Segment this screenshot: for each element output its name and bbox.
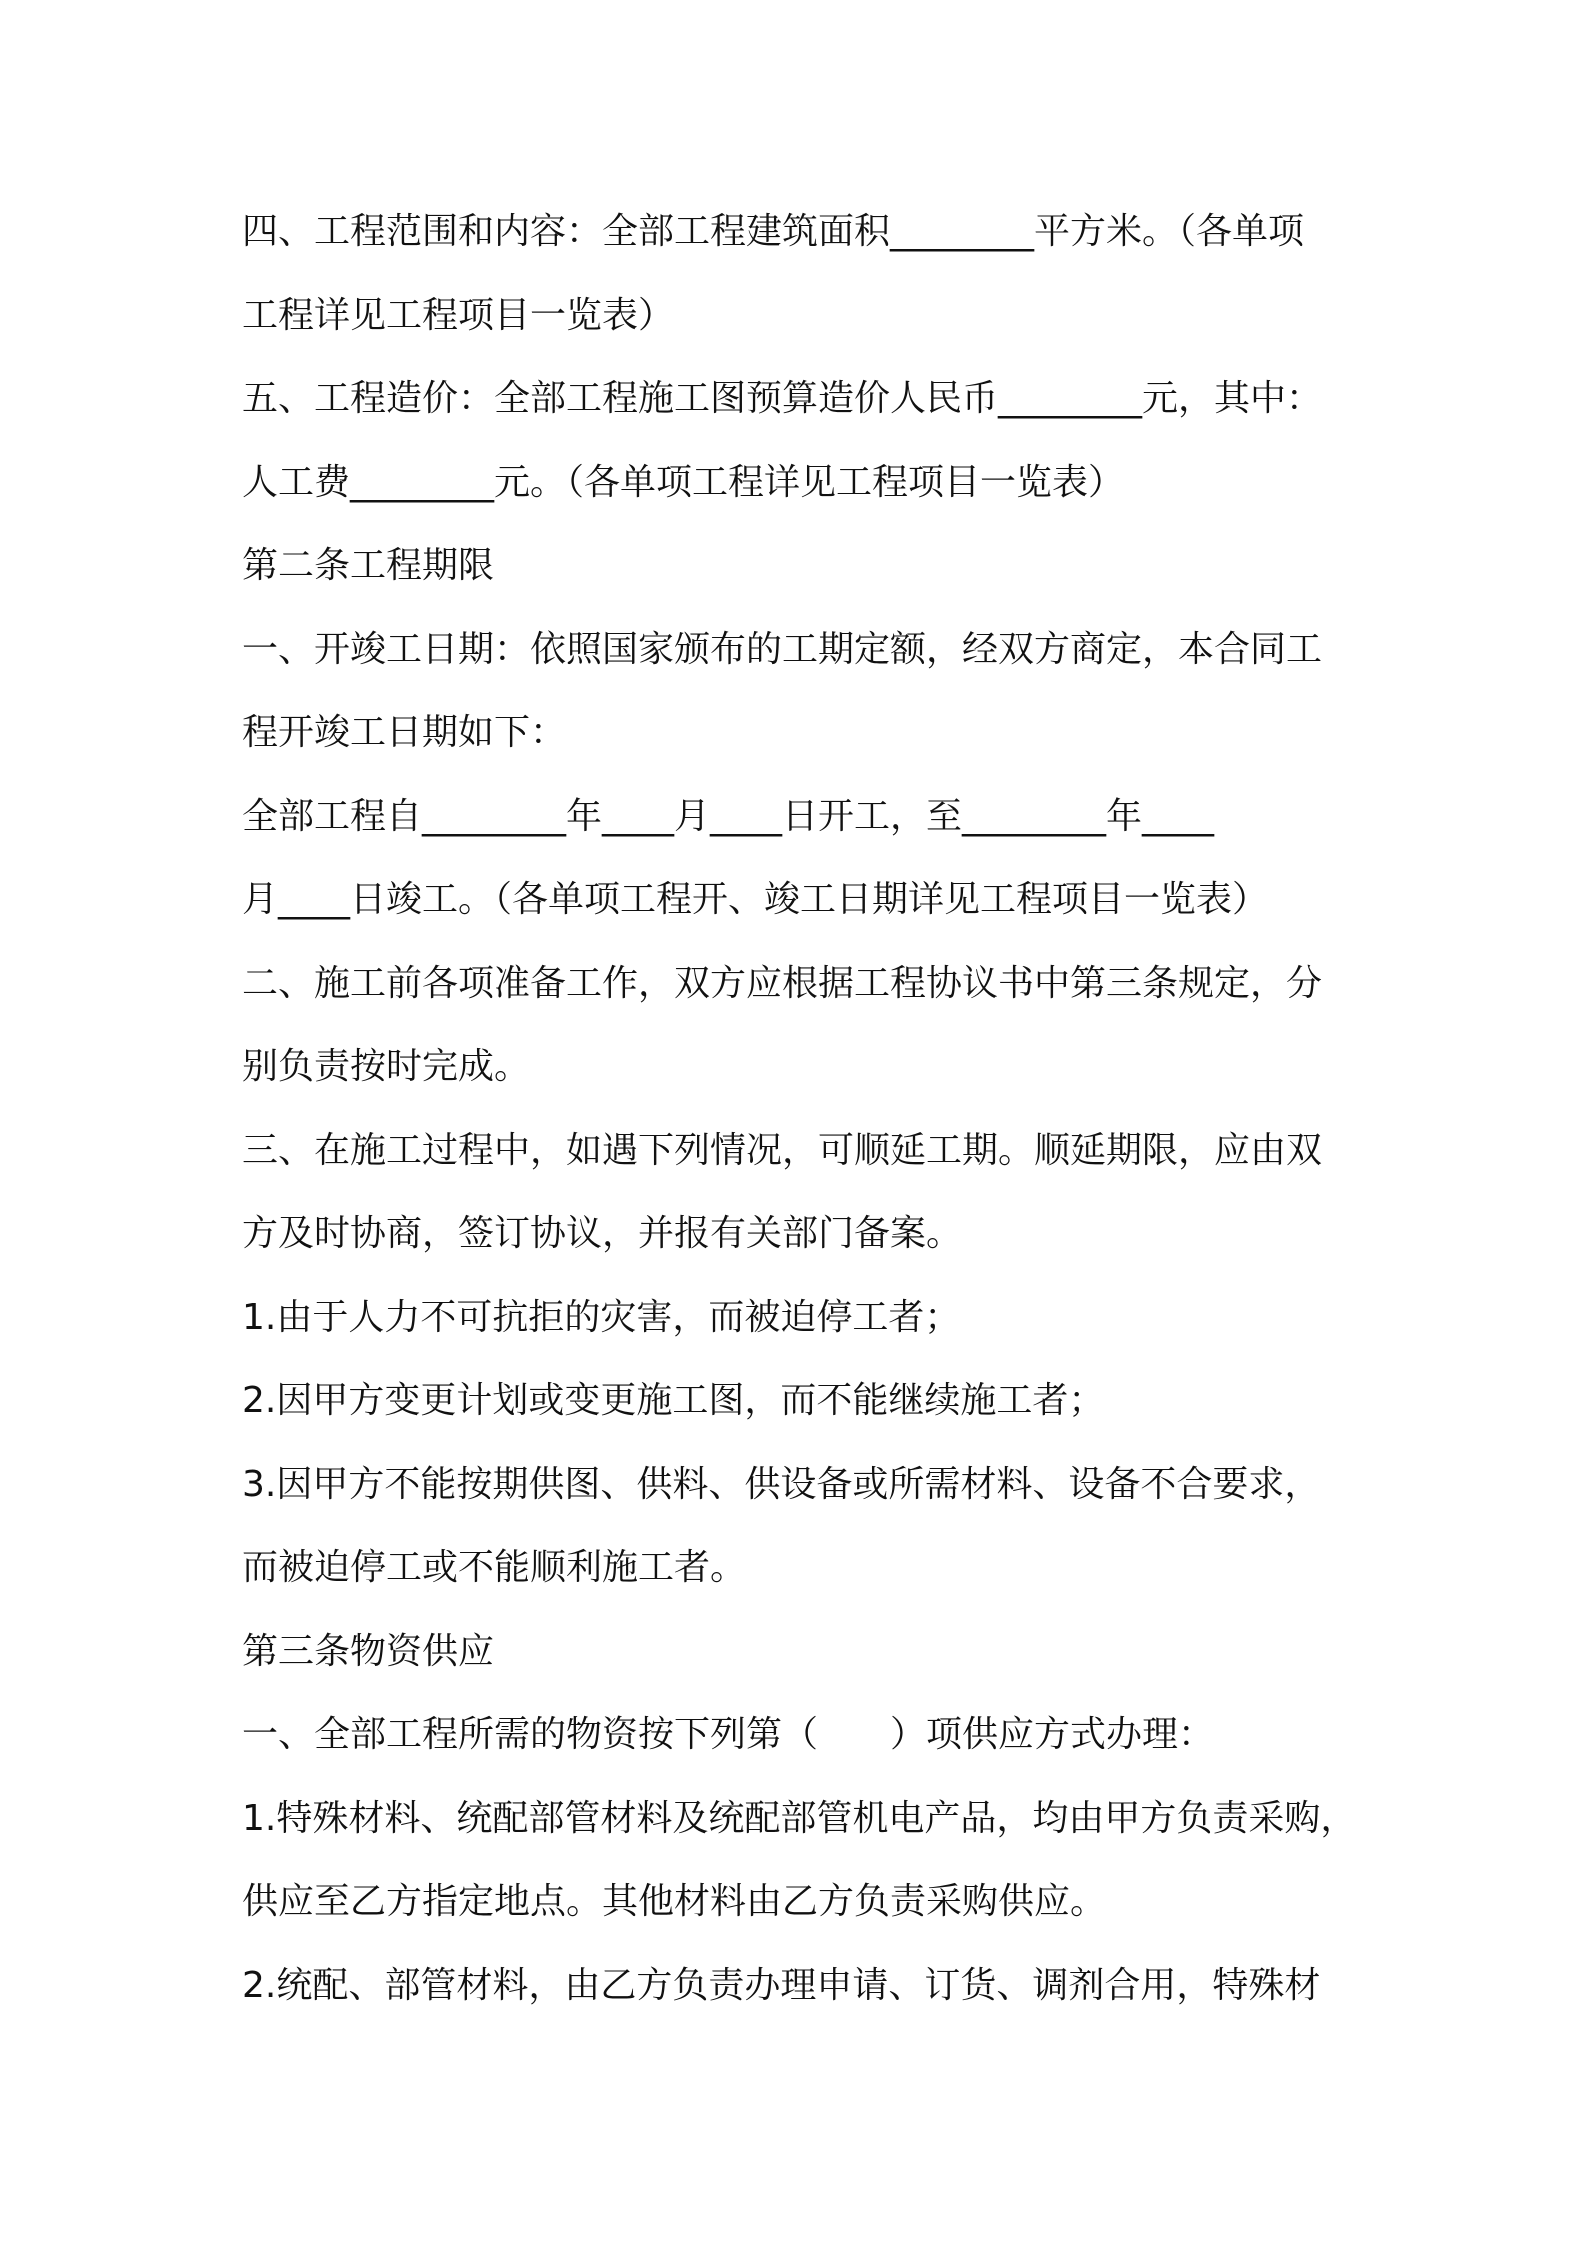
text-line: 别负责按时完成。	[242, 1046, 531, 1087]
text-line: 三、在施工过程中，如遇下列情况，可顺延工期。顺延期限，应由双	[242, 1129, 1323, 1171]
text-line: 二、施工前各项准备工作，双方应根据工程协议书中第三条规定，分	[242, 962, 1323, 1004]
text-line: 供应至乙方指定地点。其他材料由乙方负责采购供应。	[242, 1881, 1107, 1922]
list-item: 1.由于人力不可抗拒的灾害，而被迫停工者；	[242, 1296, 961, 1338]
text-line: 月____日竣工。（各单项工程开、竣工日期详见工程项目一览表）	[242, 879, 1269, 920]
text-line: 一、全部工程所需的物资按下列第（ ）项供应方式办理：	[242, 1714, 1215, 1755]
text-line: 四、工程范围和内容：全部工程建筑面积________平方米。（各单项	[242, 211, 1305, 252]
text-line: 工程详见工程项目一览表）	[242, 294, 675, 336]
text-line: 而被迫停工或不能顺利施工者。	[242, 1547, 747, 1588]
list-item: 3.因甲方不能按期供图、供料、供设备或所需材料、设备不合要求，	[242, 1463, 1321, 1505]
text-line: 全部工程自________年____月____日开工，至________年____	[242, 795, 1215, 837]
text-line: 五、工程造价：全部工程施工图预算造价人民币________元，其中：	[242, 378, 1323, 419]
list-item: 1.特殊材料、统配部管材料及统配部管机电产品，均由甲方负责采购，	[242, 1797, 1357, 1839]
list-item: 2.统配、部管材料，由乙方负责办理申请、订货、调剂合用，特殊材	[242, 1964, 1321, 2006]
text-line: 人工费________元。（各单项工程详见工程项目一览表）	[242, 461, 1125, 503]
list-item: 2.因甲方变更计划或变更施工图，而不能继续施工者；	[242, 1380, 1105, 1421]
document-body	[242, 190, 1362, 2027]
section-heading: 第二条工程期限	[242, 545, 495, 586]
text-line: 方及时协商，签订协议，并报有关部门备案。	[242, 1213, 963, 1254]
section-heading: 第三条物资供应	[242, 1630, 495, 1672]
text-line: 一、开竣工日期：依照国家颁布的工期定额，经双方商定，本合同工	[242, 628, 1323, 670]
text-line: 程开竣工日期如下：	[242, 712, 567, 753]
